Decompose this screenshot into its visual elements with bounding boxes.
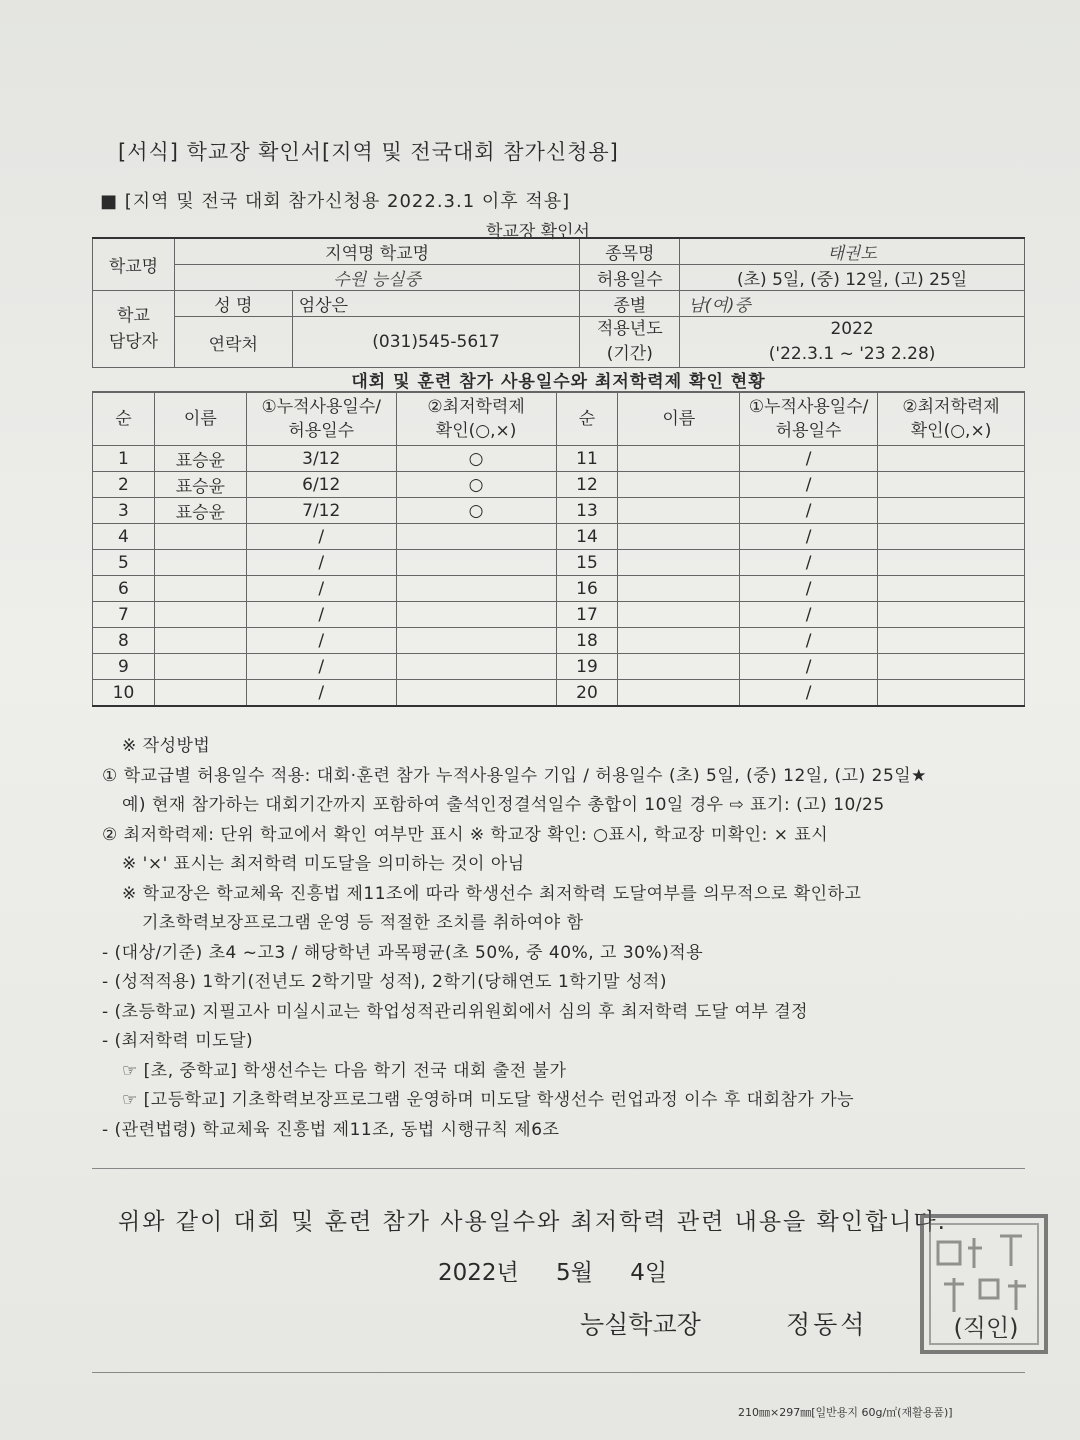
row-days-right: / [740, 654, 878, 680]
row-check-right [878, 550, 1025, 576]
header-no-right: 순 [556, 393, 618, 446]
row-name [154, 576, 246, 602]
instruction-line: - (최저학력 미도달) [102, 1031, 254, 1051]
row-name [154, 654, 246, 680]
instruction-line: - (성적적용) 1학기(전년도 2학기말 성적), 2학기(당해연도 1학기말 성적) [102, 972, 667, 992]
table-row [93, 628, 1025, 654]
row-days: / [246, 550, 396, 576]
row-days: 3/12 [246, 446, 396, 472]
kind-value: 남(여)중 [680, 291, 1025, 317]
form-subtitle: ■ [지역 및 전국 대회 참가신청용 2022.3.1 이후 적용] [100, 191, 571, 212]
row-no: 7 [93, 602, 155, 628]
instruction-line: - (대상/기준) 초4 ~고3 / 해당학년 과목평균(초 50%, 중 40%, 고 30%)적용 [102, 942, 704, 963]
instruction-line: ☞ [고등학교] 기초학력보장프로그램 운영하며 미도달 학생선수 런업과정 이수 후 대회참가 가능 [122, 1090, 855, 1110]
row-name [154, 680, 246, 707]
instruction-line: ※ 작성방법 [122, 736, 211, 756]
row-name [154, 602, 246, 628]
instruction-line: ※ 학교장은 학교체육 진흥법 제11조에 따라 학생선수 최저학력 도달여부를 의무적으로 확인하고 [122, 883, 862, 904]
row-days: / [246, 628, 396, 654]
staff-label-2: 담당자 [108, 332, 159, 352]
row-check [396, 602, 556, 628]
row-check-right [878, 628, 1025, 654]
name-label: 성 명 [174, 291, 292, 317]
row-name-right [618, 576, 740, 602]
row-days-right: / [740, 680, 878, 707]
row-check [396, 550, 556, 576]
row-check [396, 654, 556, 680]
row-no: 10 [93, 680, 155, 707]
row-days-right: / [740, 524, 878, 550]
row-name [154, 524, 246, 550]
row-name: 표승윤 [154, 472, 246, 498]
row-check [396, 680, 556, 707]
instructions [102, 732, 927, 1145]
table-row [93, 472, 1025, 498]
row-no-right: 13 [556, 498, 618, 524]
row-check-right [878, 446, 1025, 472]
allowed-days-value: (초) 5일, (중) 12일, (고) 25일 [680, 265, 1025, 291]
header-name: 이름 [154, 393, 246, 446]
row-no-right: 20 [556, 680, 618, 707]
row-days: / [246, 654, 396, 680]
year-label-2: (기간) [606, 344, 653, 364]
row-days-right: / [740, 602, 878, 628]
period-value: ('22.3.1 ~ '23 2.28) [768, 344, 936, 364]
header-min-academic: ②최저학력제 확인(○,×) [396, 393, 556, 446]
row-check-right [878, 602, 1025, 628]
allowed-days-label: 허용일수 [580, 265, 680, 291]
row-days: / [246, 524, 396, 550]
row-days-right: / [740, 576, 878, 602]
name-value: 엄상은 [292, 291, 580, 317]
region-school-label: 지역명 학교명 [174, 238, 579, 265]
instruction-line: ☞ [초, 중학교] 학생선수는 다음 학기 전국 대회 출전 불가 [122, 1060, 567, 1081]
confirm-date: 2022년 5월 4일 [438, 1260, 668, 1286]
row-name-right [618, 602, 740, 628]
table-row [93, 602, 1025, 628]
row-name [154, 550, 246, 576]
row-check-right [878, 680, 1025, 707]
row-name-right [618, 524, 740, 550]
instruction-line: ※ '×' 표시는 최저학력 미도달을 의미하는 것이 아님 [122, 854, 525, 874]
row-check-right [878, 498, 1025, 524]
row-check-right [878, 576, 1025, 602]
header-no: 순 [93, 393, 155, 446]
row-days-right: / [740, 446, 878, 472]
status-grid [92, 392, 1025, 707]
row-no-right: 15 [556, 550, 618, 576]
form-title: [서식] 학교장 확인서[지역 및 전국대회 참가신청용] [118, 140, 619, 164]
row-check: ○ [396, 498, 556, 524]
row-name-right [618, 550, 740, 576]
row-name-right [618, 628, 740, 654]
header-cumulative-right: ①누적사용일수/ 허용일수 [740, 393, 878, 446]
row-no-right: 11 [556, 446, 618, 472]
staff-label-1: 학교 [117, 306, 150, 326]
row-days: / [246, 680, 396, 707]
row-no: 3 [93, 498, 155, 524]
row-no: 1 [93, 446, 155, 472]
row-days-right: / [740, 550, 878, 576]
table-row [93, 524, 1025, 550]
sport-label: 종목명 [580, 238, 680, 265]
row-name [154, 628, 246, 654]
row-no-right: 19 [556, 654, 618, 680]
row-no-right: 16 [556, 576, 618, 602]
row-name-right [618, 680, 740, 707]
row-check-right [878, 472, 1025, 498]
row-days: 6/12 [246, 472, 396, 498]
instruction-line: - (초등학교) 지필고사 미실시교는 학업성적관리위원회에서 심의 후 최저학력 도달 여부 결정 [102, 1001, 809, 1022]
header-cumulative: ①누적사용일수/ 허용일수 [246, 393, 396, 446]
row-days: 7/12 [246, 498, 396, 524]
row-no-right: 12 [556, 472, 618, 498]
instruction-line: ① 학교급별 허용일수 적용: 대회·훈련 참가 누적사용일수 기입 / 허용일수 (초) 5일, (중) 12일, (고) 25일★ [102, 765, 927, 786]
row-no: 4 [93, 524, 155, 550]
status-title: 대회 및 훈련 참가 사용일수와 최저학력제 확인 현황 [92, 367, 1025, 392]
row-name: 표승윤 [154, 446, 246, 472]
row-days: / [246, 602, 396, 628]
sport-value: 태권도 [680, 238, 1025, 265]
row-no: 6 [93, 576, 155, 602]
row-check [396, 576, 556, 602]
seal-label: (직인) [953, 1314, 1019, 1342]
row-check [396, 628, 556, 654]
principal-name: 정동석 [786, 1310, 868, 1339]
instruction-line: 예) 현재 참가하는 대회기간까지 포함하여 출석인정결석일수 총합이 10일 경우 ⇨ 표기: (고) 10/25 [122, 795, 885, 815]
row-no: 5 [93, 550, 155, 576]
row-name: 표승윤 [154, 498, 246, 524]
form-caption: 학교장 확인서 [486, 222, 590, 242]
region-school-value: 수원 능실중 [174, 265, 579, 291]
row-no-right: 18 [556, 628, 618, 654]
table-row [93, 680, 1025, 707]
row-no-right: 17 [556, 602, 618, 628]
footer-divider [92, 1372, 1025, 1373]
contact-label: 연락처 [174, 317, 292, 368]
info-table [92, 237, 1025, 368]
row-days: / [246, 576, 396, 602]
table-row [93, 550, 1025, 576]
row-days-right: / [740, 498, 878, 524]
principal-title: 능실학교장 [580, 1310, 701, 1339]
instruction-line: ② 최저학력제: 단위 학교에서 확인 여부만 표시 ※ 학교장 확인: ○표시, 학교장 미확인: × 표시 [102, 824, 829, 845]
divider [92, 1168, 1025, 1169]
year-value: 2022 [830, 319, 874, 339]
kind-label: 종별 [580, 291, 680, 317]
instruction-line: 기초학력보장프로그램 운영 등 적절한 조치를 취하여야 함 [142, 913, 584, 933]
table-row [93, 576, 1025, 602]
row-name-right [618, 472, 740, 498]
header-min-academic-right: ②최저학력제 확인(○,×) [878, 393, 1025, 446]
instruction-line: - (관련법령) 학교체육 진흥법 제11조, 동법 시행규칙 제6조 [102, 1119, 560, 1140]
confirm-text: 위와 같이 대회 및 훈련 참가 사용일수와 최저학력 관련 내용을 확인합니다. [118, 1209, 947, 1235]
header-name-right: 이름 [618, 393, 740, 446]
row-check: ○ [396, 446, 556, 472]
row-no-right: 14 [556, 524, 618, 550]
contact-value: (031)545-5617 [292, 317, 580, 368]
table-row [93, 654, 1025, 680]
row-days-right: / [740, 628, 878, 654]
row-name-right [618, 498, 740, 524]
row-no: 2 [93, 472, 155, 498]
year-label-1: 적용년도 [596, 319, 663, 339]
row-days-right: / [740, 472, 878, 498]
paper-spec: 210㎜×297㎜[일반용지 60g/㎡(재활용품)] [738, 1406, 953, 1419]
row-check-right [878, 654, 1025, 680]
row-check: ○ [396, 472, 556, 498]
row-check-right [878, 524, 1025, 550]
row-name-right [618, 446, 740, 472]
table-row [93, 446, 1025, 472]
school-seal [916, 1208, 1054, 1358]
school-label: 학교명 [93, 238, 175, 291]
row-no: 8 [93, 628, 155, 654]
row-no: 9 [93, 654, 155, 680]
row-name-right [618, 654, 740, 680]
table-row [93, 498, 1025, 524]
row-check [396, 524, 556, 550]
